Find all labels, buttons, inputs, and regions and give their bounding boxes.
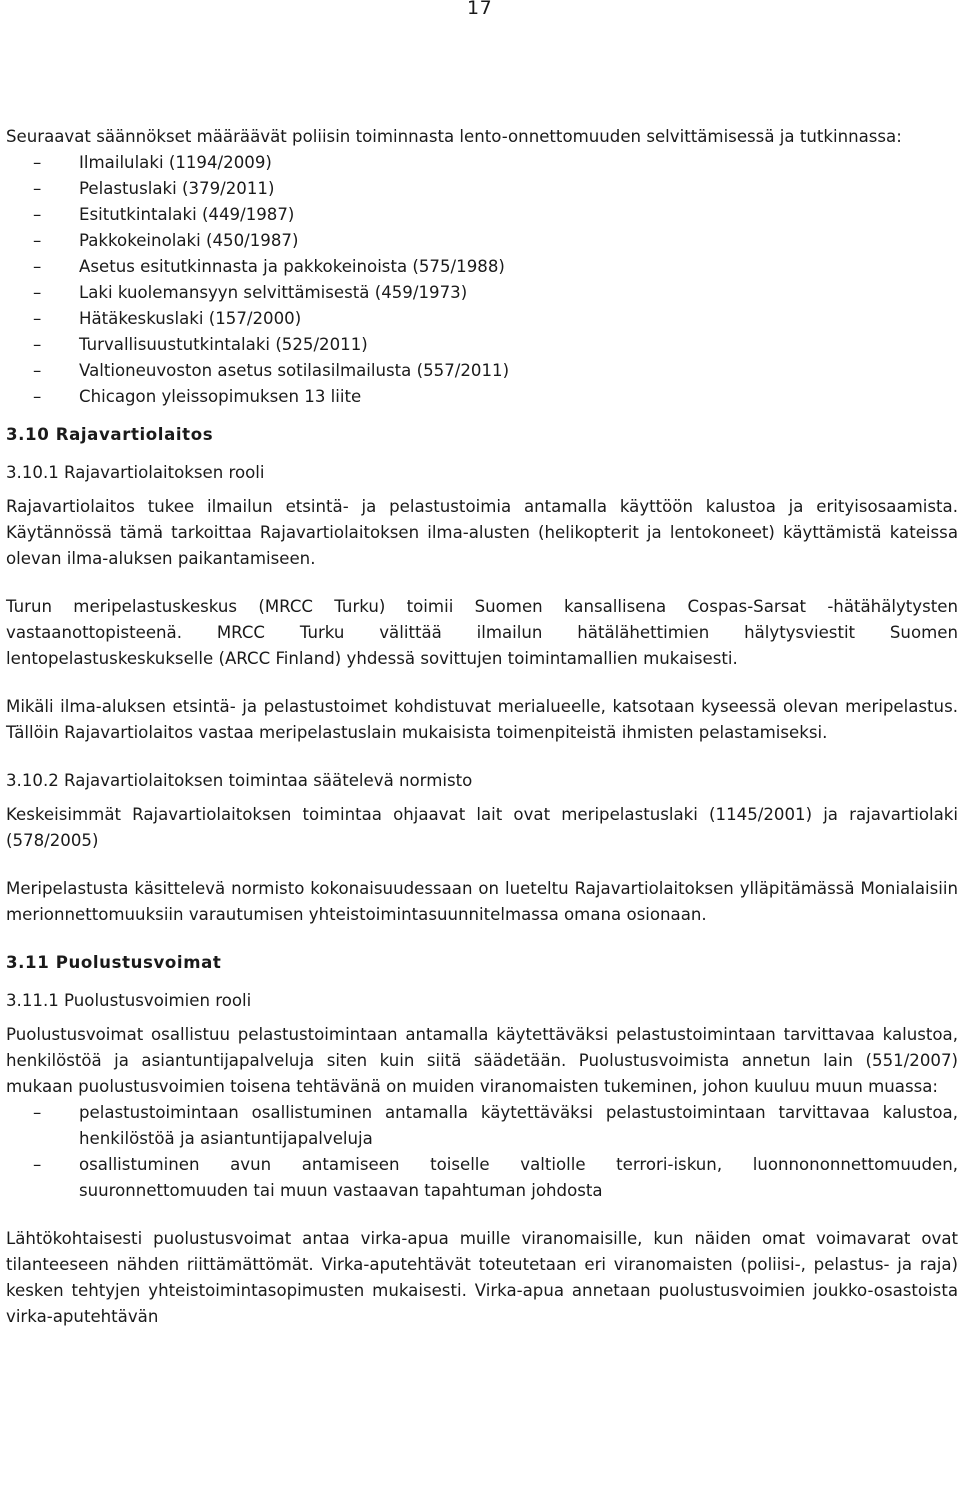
- dash-bullet: –: [33, 179, 42, 198]
- dash-bullet: –: [33, 205, 42, 224]
- dash-bullet: –: [33, 361, 42, 380]
- subsection-heading-3-10-1: 3.10.1 Rajavartiolaitoksen rooli: [6, 463, 265, 482]
- list-item: – pelastustoimintaan osallistuminen antamalla käytettäväksi pelastustoimintaan tarvittavaa kalustoa, henkilöstöä ja asiantuntijapalveluja: [6, 1100, 958, 1152]
- paragraph: Turun meripelastuskeskus (MRCC Turku) toimii Suomen kansallisena Cospas-Sarsat -hätähälytysten vastaanottopisteenä. MRCC Turku välittää ilmailun hätälähettimien hälytysviestit Suomen lentopelastuskeskukselle (ARCC Finland) yhdessä sovittujen toimintamallien mukaisesti.: [6, 597, 958, 668]
- laws-list: [6, 150, 958, 410]
- dash-bullet: –: [33, 1103, 42, 1122]
- list-item: – Valtioneuvoston asetus sotilasilmailusta (557/2011): [6, 358, 958, 384]
- subsection-heading-3-11-1: 3.11.1 Puolustusvoimien rooli: [6, 991, 252, 1010]
- paragraph: Meripelastusta käsittelevä normisto kokonaisuudessaan on lueteltu Rajavartiolaitoksen ylläpitämässä Monialaisiin merionnettomuuksiin varautumisen yhteistoimintasuunnitelmassa omana osionaan.: [6, 879, 958, 924]
- page-content: [6, 124, 958, 1330]
- intro-paragraph: Seuraavat säännökset määräävät poliisin toiminnasta lento-onnettomuuden selvittämisessä ja tutkinnassa:: [6, 127, 902, 146]
- page-number: 17: [467, 0, 493, 19]
- support-tasks-list: [6, 1100, 958, 1204]
- dash-bullet: –: [33, 153, 42, 172]
- paragraph: Keskeisimmät Rajavartiolaitoksen toimintaa ohjaavat lait ovat meripelastuslaki (1145/2001) ja rajavartiolaki (578/2005): [6, 805, 958, 850]
- dash-bullet: –: [33, 387, 42, 406]
- list-item: – Chicagon yleissopimuksen 13 liite: [6, 384, 958, 410]
- dash-bullet: –: [33, 309, 42, 328]
- list-item: – Pelastuslaki (379/2011): [6, 176, 958, 202]
- dash-bullet: –: [33, 257, 42, 276]
- list-item: – Esitutkintalaki (449/1987): [6, 202, 958, 228]
- paragraph: Rajavartiolaitos tukee ilmailun etsintä- ja pelastustoimia antamalla käyttöön kalustoa ja erityisosaamista. Käytännössä tämä tarkoittaa Rajavartiolaitoksen ilma-alusten (helikopterit ja lentokoneet) käyttämistä kateissa olevan ilma-aluksen paikantamiseen.: [6, 497, 958, 568]
- subsection-heading-3-10-2: 3.10.2 Rajavartiolaitoksen toimintaa säätelevä normisto: [6, 771, 473, 790]
- list-item: – Hätäkeskuslaki (157/2000): [6, 306, 958, 332]
- paragraph: Lähtökohtaisesti puolustusvoimat antaa virka-apua muille viranomaisille, kun näiden omat voimavarat ovat tilanteeseen nähden riittämättömät. Virka-aputehtävät toteutetaan eri viranomaisten (poliisi-, pelastus- ja raja) kesken tehtyjen yhteistoimintasopimusten mukaisesti. Virka-apua annetaan puolustusvoimien joukko-osastoista virka-aputehtävän: [6, 1229, 958, 1326]
- dash-bullet: –: [33, 335, 42, 354]
- paragraph: Mikäli ilma-aluksen etsintä- ja pelastustoimet kohdistuvat merialueelle, katsotaan kyseessä olevan meripelastus. Tällöin Rajavartiolaitos vastaa meripelastuslain mukaisista toimenpiteistä ihmisten pelastamiseksi.: [6, 697, 958, 742]
- list-item: – osallistuminen avun antamiseen toiselle valtiolle terrori-iskun, luonnononnettomuuden, suuronnettomuuden tai muun vastaavan tapahtuman johdosta: [6, 1152, 958, 1204]
- section-heading-3-11: 3.11 Puolustusvoimat: [6, 953, 222, 972]
- dash-bullet: –: [33, 1155, 42, 1174]
- list-item: – Laki kuolemansyyn selvittämisestä (459/1973): [6, 280, 958, 306]
- paragraph: Puolustusvoimat osallistuu pelastustoimintaan antamalla käytettäväksi pelastustoimintaan tarvittavaa kalustoa, henkilöstöä ja asiantuntijapalveluja siten kuin siitä säädetään. Puolustusvoimista annetun lain (551/2007) mukaan puolustusvoimien toisena tehtävänä on muiden viranomaisten tukeminen, johon kuuluu muun muassa:: [6, 1025, 958, 1096]
- list-item: – Turvallisuustutkintalaki (525/2011): [6, 332, 958, 358]
- list-item: – Pakkokeinolaki (450/1987): [6, 228, 958, 254]
- list-item: – Ilmailulaki (1194/2009): [6, 150, 958, 176]
- list-item: – Asetus esitutkinnasta ja pakkokeinoista (575/1988): [6, 254, 958, 280]
- dash-bullet: –: [33, 231, 42, 250]
- dash-bullet: –: [33, 283, 42, 302]
- section-heading-3-10: 3.10 Rajavartiolaitos: [6, 425, 214, 444]
